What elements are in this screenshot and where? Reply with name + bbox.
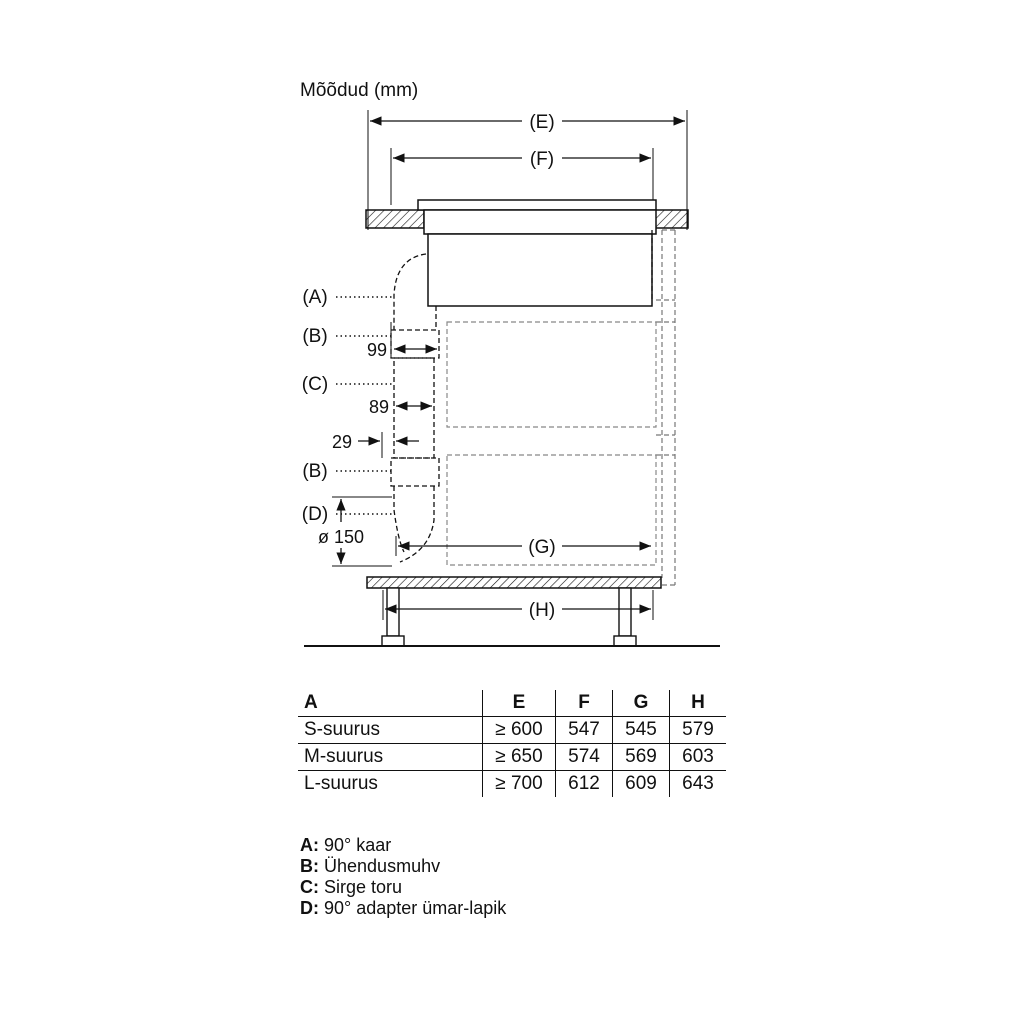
legend-item bbox=[300, 877, 506, 898]
legend-key: C: bbox=[300, 877, 319, 897]
measure-29 bbox=[332, 432, 419, 458]
part-label-c: (C) bbox=[301, 374, 329, 395]
measure-99 bbox=[367, 322, 437, 360]
measure-diameter-label: ø 150 bbox=[317, 527, 365, 547]
legend-key: B: bbox=[300, 856, 319, 876]
legend-item bbox=[300, 835, 506, 856]
row-label: S-suurus bbox=[298, 717, 483, 744]
cell-e: ≥ 600 bbox=[483, 717, 556, 744]
callout-a bbox=[302, 287, 394, 308]
dimensions-table bbox=[298, 690, 726, 797]
cooktop bbox=[418, 200, 656, 306]
table-row bbox=[298, 717, 726, 744]
cell-f: 574 bbox=[556, 744, 613, 771]
cell-h: 603 bbox=[670, 744, 727, 771]
measure-99-label: 99 bbox=[366, 340, 387, 360]
cabinet-legs bbox=[382, 588, 636, 646]
table-header-row bbox=[298, 690, 726, 717]
diagram-title: Mõõdud (mm) bbox=[300, 80, 419, 101]
table-row bbox=[298, 744, 726, 771]
drawers bbox=[447, 322, 656, 565]
table-row bbox=[298, 771, 726, 798]
callout-b-lower bbox=[302, 461, 392, 482]
cell-f: 547 bbox=[556, 717, 613, 744]
cell-g: 569 bbox=[613, 744, 670, 771]
cell-f: 612 bbox=[556, 771, 613, 798]
dimension-f bbox=[391, 148, 653, 205]
table-header-a: A bbox=[298, 690, 483, 717]
cabinet-outline bbox=[656, 230, 675, 585]
callout-d bbox=[302, 504, 394, 525]
dim-label-f: (F) bbox=[529, 149, 555, 170]
dim-label-g: (G) bbox=[528, 537, 556, 558]
part-label-b-upper: (B) bbox=[302, 326, 328, 347]
legend-item bbox=[300, 898, 506, 919]
measure-diameter bbox=[318, 497, 392, 566]
dimension-g bbox=[396, 536, 651, 558]
legend-key: A: bbox=[300, 835, 319, 855]
legend-item bbox=[300, 856, 506, 877]
dim-label-h: (H) bbox=[528, 600, 556, 621]
part-label-b-lower: (B) bbox=[302, 461, 328, 482]
cabinet-base bbox=[367, 577, 661, 588]
callout-c bbox=[302, 374, 394, 395]
cell-h: 643 bbox=[670, 771, 727, 798]
table-header-e: E bbox=[483, 690, 556, 717]
dim-label-e: (E) bbox=[529, 112, 555, 133]
cell-e: ≥ 650 bbox=[483, 744, 556, 771]
legend bbox=[300, 835, 506, 919]
cell-g: 545 bbox=[613, 717, 670, 744]
cell-g: 609 bbox=[613, 771, 670, 798]
legend-text: Ühendusmuhv bbox=[324, 856, 441, 876]
legend-text: 90° adapter ümar-lapik bbox=[324, 898, 507, 918]
table-header-g: G bbox=[613, 690, 670, 717]
part-label-a: (A) bbox=[302, 287, 328, 308]
legend-key: D: bbox=[300, 898, 319, 918]
part-label-d: (D) bbox=[301, 504, 329, 525]
row-label: M-suurus bbox=[298, 744, 483, 771]
measure-89-label: 89 bbox=[368, 397, 389, 417]
measure-29-label: 29 bbox=[331, 432, 352, 452]
cell-e: ≥ 700 bbox=[483, 771, 556, 798]
measure-89 bbox=[369, 397, 432, 417]
table-header-h: H bbox=[670, 690, 727, 717]
table-header-f: F bbox=[556, 690, 613, 717]
legend-text: Sirge toru bbox=[324, 877, 403, 897]
row-label: L-suurus bbox=[304, 773, 378, 794]
cell-h: 579 bbox=[670, 717, 727, 744]
legend-text: 90° kaar bbox=[324, 835, 392, 855]
dimension-h bbox=[383, 590, 653, 621]
